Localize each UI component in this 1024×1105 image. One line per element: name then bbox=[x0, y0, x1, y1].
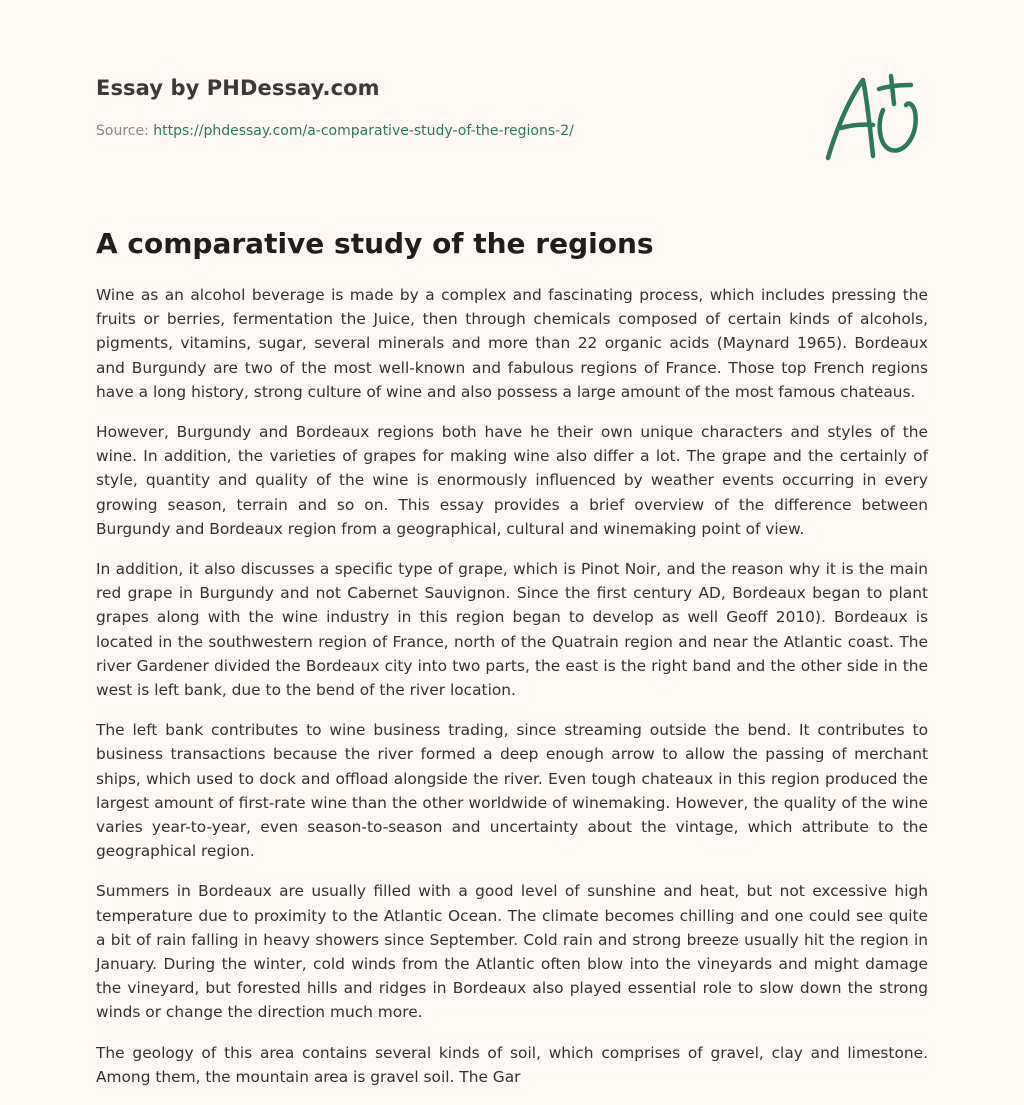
essay-paragraph: However, Burgundy and Bordeaux regions both have he their own unique characters and styles of the wine. In addition, the varieties of grapes for making wine also differ a lot. The grape and the certainly of style, quantity and quality of the wine is enormously influenced by weather events occurring in every growing season, terrain and so on. This essay provides a brief overview of the difference between Burgundy and Bordeaux region from a geographical, cultural and winemaking point of view. bbox=[96, 423, 928, 538]
essay-paragraph: The left bank contributes to wine business trading, since streaming outside the bend. It contributes to business transactions because the river formed a deep enough arrow to allow the passing of merchant ships, which used to dock and offload alongside the river. Even tough chateaux in this region produced the largest amount of first-rate wine than the other worldwide of winemaking. However, the quality of the wine varies year-to-year, even season-to-season and uncertainty about the vintage, which attribute to the geographical region. bbox=[96, 721, 928, 861]
essay-paragraph: In addition, it also discusses a specific type of grape, which is Pinot Noir, and the reason why it is the main red grape in Burgundy and not Cabernet Sauvignon. Since the first century AD, Bordeaux began to plant grapes along with the wine industry in this region began to develop as well Geoff 2010). Bordeaux is located in the southwestern region of France, north of the Quatrain region and near the Atlantic coast. The river Gardener divided the Bordeaux city into two parts, the east is the right band and the other side in the west is left bank, due to the bend of the river location. bbox=[96, 560, 928, 700]
essay-title: A comparative study of the regions bbox=[96, 227, 654, 260]
a-plus-grade-icon bbox=[823, 68, 927, 164]
site-title: Essay by PHDessay.com bbox=[96, 76, 380, 100]
essay-paragraph: Wine as an alcohol beverage is made by a complex and fascinating process, which includes pressing the fruits or berries, fermentation the Juice, then through chemicals composed of certain kinds of alcohols, pigments, vitamins, sugar, several minerals and more than 22 organic acids (Maynard 1965). Bordeaux and Burgundy are two of the most well-known and fabulous regions of France. Those top French regions have a long history, strong culture of wine and also possess a large amount of the most famous chateaus. bbox=[96, 286, 928, 401]
source-link[interactable]: https://phdessay.com/a-comparative-study-of-the-regions-2/ bbox=[153, 123, 574, 139]
source-label: Source: bbox=[96, 123, 149, 139]
essay-paragraph: The geology of this area contains several kinds of soil, which comprises of gravel, clay and limestone. Among them, the mountain area is gravel soil. The Gar bbox=[96, 1043, 928, 1086]
source-line bbox=[96, 123, 574, 139]
essay-body bbox=[96, 283, 928, 1105]
essay-page bbox=[96, 0, 928, 1086]
essay-paragraph: Summers in Bordeaux are usually filled with a good level of sunshine and heat, but not excessive high temperature due to proximity to the Atlantic Ocean. The climate becomes chilling and one could see quite a bit of rain falling in heavy showers since September. Cold rain and strong breeze usually hit the region in January. During the winter, cold winds from the Atlantic often blow into the vineyards and might damage the vineyard, but forested hills and ridges in Bordeaux also played essential role to slow down the strong winds or change the direction much more. bbox=[96, 882, 928, 1022]
